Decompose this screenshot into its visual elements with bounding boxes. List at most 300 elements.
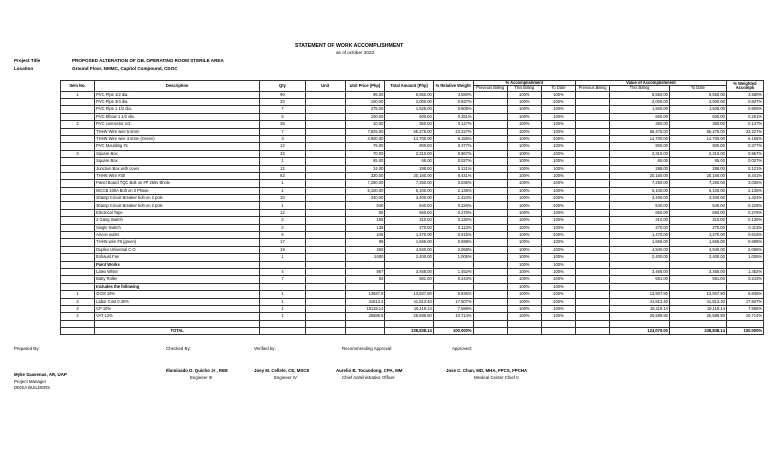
prev-billing-cell bbox=[473, 298, 507, 305]
prev-billing-cell bbox=[473, 291, 507, 298]
item-no-cell: 2 bbox=[61, 121, 95, 128]
unit-price-cell: 2400 bbox=[345, 254, 385, 261]
unit-price-cell: 340.00 bbox=[345, 195, 385, 202]
accomplishment-table bbox=[60, 80, 764, 335]
to-date-cell: 100% bbox=[541, 298, 575, 305]
unit-cell bbox=[305, 261, 345, 268]
relative-weight-cell: 0.806% bbox=[433, 106, 473, 113]
weighted-cell: 1.452% bbox=[726, 268, 763, 275]
to-date-cell: 100% bbox=[541, 172, 575, 179]
relative-weight-cell: 0.377% bbox=[433, 143, 473, 150]
unit-price-cell: 10.00 bbox=[345, 121, 385, 128]
qty-cell: 1 bbox=[260, 298, 306, 305]
relative-weight-cell: 0.837% bbox=[433, 98, 473, 105]
item-no-cell bbox=[61, 224, 95, 231]
qty-cell: 7 bbox=[260, 106, 306, 113]
unit-price-cell: 100.00 bbox=[345, 98, 385, 105]
table-row bbox=[61, 128, 764, 135]
this-billing-cell: 100% bbox=[507, 232, 541, 239]
description-cell: Panel Board TQC Bolt on #P 250v Bhole bbox=[95, 180, 260, 187]
prev-billing-cell bbox=[473, 305, 507, 312]
to-date-cell: 100% bbox=[541, 276, 575, 283]
unit-price-cell: 4,900.00 bbox=[345, 135, 385, 142]
prev-billing-cell bbox=[473, 246, 507, 253]
total-amount-cell: 18,119.14 bbox=[385, 305, 433, 312]
item-no-cell bbox=[61, 254, 95, 261]
value-this-cell: 540.00 bbox=[610, 202, 670, 209]
unit-price-cell: 13937.8 bbox=[345, 291, 385, 298]
value-todate-cell: 2,000.00 bbox=[669, 98, 726, 105]
relative-weight-cell: 8.441% bbox=[433, 172, 473, 179]
value-todate-cell: 1,925.00 bbox=[669, 106, 726, 113]
value-todate-cell: 900.00 bbox=[669, 143, 726, 150]
total-amount-cell: 55,475.00 bbox=[385, 128, 433, 135]
unit-cell bbox=[305, 313, 345, 320]
total-row bbox=[61, 328, 764, 335]
description-cell: PVC Pipe 1 1/2 dia. bbox=[95, 106, 260, 113]
this-billing-cell: 100% bbox=[507, 276, 541, 283]
to-date-cell: 100% bbox=[541, 283, 575, 290]
checked-name: Illuminado D. Quicho Jr , REE bbox=[166, 368, 228, 373]
checked-role: Engineer III bbox=[190, 375, 213, 380]
unit-price-cell: 7,250.00 bbox=[345, 180, 385, 187]
qty-cell: 90 bbox=[260, 91, 306, 98]
unit-cell bbox=[305, 283, 345, 290]
relative-weight-cell: 7.586% bbox=[433, 305, 473, 312]
value-prev-cell bbox=[576, 291, 610, 298]
prev-billing-cell bbox=[473, 268, 507, 275]
value-this-cell bbox=[610, 320, 670, 327]
item-no-cell bbox=[61, 239, 95, 246]
unit-cell bbox=[305, 239, 345, 246]
this-billing-cell: 100% bbox=[507, 209, 541, 216]
description-cell: Square Box bbox=[95, 150, 260, 157]
total-amount-cell: 5,100.00 bbox=[385, 187, 433, 194]
to-date-cell: 100% bbox=[541, 246, 575, 253]
description-cell: OCM 10% bbox=[95, 291, 260, 298]
prev-billing-cell bbox=[473, 209, 507, 216]
to-date-cell: 100% bbox=[541, 261, 575, 268]
value-todate-cell: 288.00 bbox=[669, 165, 726, 172]
prev-billing-cell bbox=[473, 313, 507, 320]
item-no-cell bbox=[61, 232, 95, 239]
total-amount-cell bbox=[385, 320, 433, 327]
to-date-cell: 100% bbox=[541, 150, 575, 157]
this-billing-cell: 100% bbox=[507, 268, 541, 275]
item-no-cell bbox=[61, 172, 95, 179]
table-row bbox=[61, 106, 764, 113]
total-weighted: 100.000% bbox=[726, 328, 763, 335]
weighted-cell: 8.441% bbox=[726, 172, 763, 179]
value-prev-cell bbox=[576, 106, 610, 113]
item-no-cell bbox=[61, 209, 95, 216]
value-todate-cell: 41,813.40 bbox=[669, 298, 726, 305]
description-cell: MCCB 100A Bolt on 3 Phase bbox=[95, 187, 260, 194]
total-value-this: 123,070.00 bbox=[610, 328, 670, 335]
recommending-label: Recommending Approval: bbox=[342, 346, 393, 351]
qty-cell: 1 bbox=[260, 305, 306, 312]
value-this-cell: 1,666.00 bbox=[610, 239, 670, 246]
total-label: TOTAL bbox=[95, 328, 260, 335]
value-todate-cell: 18,119.14 bbox=[669, 305, 726, 312]
total-amount-cell: 8,550.00 bbox=[385, 91, 433, 98]
description-cell: Labor Cost 0.30% bbox=[95, 298, 260, 305]
this-billing-cell: 100% bbox=[507, 158, 541, 165]
prepared-name: Myke Saavenas, AR, UAP bbox=[14, 372, 67, 377]
weighted-cell: 0.226% bbox=[726, 202, 763, 209]
weighted-cell: 0.967% bbox=[726, 150, 763, 157]
value-prev-cell bbox=[576, 261, 610, 268]
to-date-cell: 100% bbox=[541, 202, 575, 209]
value-todate-cell: 14,700.00 bbox=[669, 135, 726, 142]
header-value-prev-billing: Previous Billing bbox=[576, 86, 610, 91]
relative-weight-cell: 23.227% bbox=[433, 128, 473, 135]
qty-cell: 1 bbox=[260, 313, 306, 320]
value-todate-cell: 310.00 bbox=[669, 217, 726, 224]
value-prev-cell bbox=[576, 180, 610, 187]
value-prev-cell bbox=[576, 254, 610, 261]
value-todate-cell: 1,470.00 bbox=[669, 232, 726, 239]
total-value-todate: 238,838.14 bbox=[669, 328, 726, 335]
unit-cell bbox=[305, 165, 345, 172]
value-this-cell: 900.00 bbox=[610, 143, 670, 150]
unit-cell bbox=[305, 98, 345, 105]
unit-price-cell: 83 bbox=[345, 276, 385, 283]
prev-billing-cell bbox=[473, 121, 507, 128]
value-this-cell bbox=[610, 261, 670, 268]
value-this-cell: 7,250.00 bbox=[610, 180, 670, 187]
header-total-amount: Total Amount (Php) bbox=[385, 81, 433, 92]
weighted-cell: 2.135% bbox=[726, 187, 763, 194]
total-amount-cell: 3,400.00 bbox=[385, 195, 433, 202]
table-row bbox=[61, 313, 764, 320]
relative-weight-cell: 6.155% bbox=[433, 135, 473, 142]
value-this-cell: 4,940.00 bbox=[610, 246, 670, 253]
value-prev-cell bbox=[576, 224, 610, 231]
total-amount-cell: 13,937.80 bbox=[385, 291, 433, 298]
to-date-cell: 100% bbox=[541, 239, 575, 246]
qty-cell: 17 bbox=[260, 239, 306, 246]
value-todate-cell bbox=[669, 261, 726, 268]
item-no-cell bbox=[61, 180, 95, 187]
value-prev-cell bbox=[576, 313, 610, 320]
total-amount-cell: 65.00 bbox=[385, 158, 433, 165]
weighted-cell: 6.155% bbox=[726, 135, 763, 142]
value-prev-cell bbox=[576, 113, 610, 120]
item-no-cell bbox=[61, 113, 95, 120]
total-amount-cell: 25,589.80 bbox=[385, 313, 433, 320]
relative-weight-cell: 1.424% bbox=[433, 195, 473, 202]
weighted-cell: 0.806% bbox=[726, 106, 763, 113]
qty-cell: 63 bbox=[260, 172, 306, 179]
table-row bbox=[61, 291, 764, 298]
prev-billing-cell bbox=[473, 128, 507, 135]
value-todate-cell: 660.00 bbox=[669, 209, 726, 216]
description-cell: PVC Moulding #1 bbox=[95, 143, 260, 150]
total-amount-cell: 350.00 bbox=[385, 121, 433, 128]
weighted-cell: 0.837% bbox=[726, 98, 763, 105]
weighted-cell: 3.580% bbox=[726, 91, 763, 98]
unit-price-cell: 7,925.00 bbox=[345, 128, 385, 135]
to-date-cell: 100% bbox=[541, 113, 575, 120]
total-amount-cell: 310.00 bbox=[385, 217, 433, 224]
table-row bbox=[61, 98, 764, 105]
value-prev-cell bbox=[576, 187, 610, 194]
weighted-cell: 0.615% bbox=[726, 232, 763, 239]
unit-price-cell: 75.00 bbox=[345, 143, 385, 150]
prev-billing-cell bbox=[473, 224, 507, 231]
unit-price-cell: 275.00 bbox=[345, 106, 385, 113]
recommending-name: Aurelio B. Tocandong, CPA, MM bbox=[336, 368, 403, 373]
value-prev-cell bbox=[576, 172, 610, 179]
value-this-cell: 2,400.00 bbox=[610, 254, 670, 261]
header-prev-billing: Previous Billing bbox=[473, 86, 507, 91]
header-relative-weight: % Relative Weight bbox=[433, 81, 473, 92]
unit-price-cell: 100.00 bbox=[345, 113, 385, 120]
total-amount-cell: 270.00 bbox=[385, 224, 433, 231]
prev-billing-cell bbox=[473, 276, 507, 283]
relative-weight-cell: 0.615% bbox=[433, 232, 473, 239]
unit-price-cell: 70.00 bbox=[345, 150, 385, 157]
table-row bbox=[61, 298, 764, 305]
prev-billing-cell bbox=[473, 217, 507, 224]
unit-cell bbox=[305, 209, 345, 216]
value-prev-cell bbox=[576, 209, 610, 216]
relative-weight-cell: 0.121% bbox=[433, 165, 473, 172]
total-amount-cell: 4,940.00 bbox=[385, 246, 433, 253]
table-row bbox=[61, 195, 764, 202]
header-unit: Unit bbox=[305, 81, 345, 92]
qty-cell: 7 bbox=[260, 276, 306, 283]
total-amount-cell: 581.00 bbox=[385, 276, 433, 283]
unit-cell bbox=[305, 172, 345, 179]
this-billing-cell: 100% bbox=[507, 298, 541, 305]
unit-price-cell: 540 bbox=[345, 202, 385, 209]
this-billing-cell: 100% bbox=[507, 143, 541, 150]
weighted-cell bbox=[726, 261, 763, 268]
verified-role: Engineer IV bbox=[274, 375, 297, 380]
unit-cell bbox=[305, 91, 345, 98]
unit-cell bbox=[305, 113, 345, 120]
prepared-by-label: Prepared By: bbox=[14, 346, 40, 351]
header-weighted: % Weighted Accompli bbox=[726, 81, 763, 92]
this-billing-cell: 100% bbox=[507, 224, 541, 231]
to-date-cell: 100% bbox=[541, 209, 575, 216]
value-todate-cell: 350.00 bbox=[669, 121, 726, 128]
this-billing-cell: 100% bbox=[507, 106, 541, 113]
qty-cell bbox=[260, 261, 306, 268]
this-billing-cell: 100% bbox=[507, 180, 541, 187]
prev-billing-cell bbox=[473, 172, 507, 179]
qty-cell: 12 bbox=[260, 143, 306, 150]
qty-cell: 12 bbox=[260, 209, 306, 216]
relative-weight-cell: 0.130% bbox=[433, 217, 473, 224]
relative-weight-cell: 2.068% bbox=[433, 246, 473, 253]
verified-by-label: Verified by: bbox=[254, 346, 276, 351]
relative-weight-cell: 3.036% bbox=[433, 180, 473, 187]
unit-price-cell: 24.00 bbox=[345, 165, 385, 172]
value-prev-cell bbox=[576, 283, 610, 290]
unit-price-cell: 95.00 bbox=[345, 91, 385, 98]
value-prev-cell bbox=[576, 232, 610, 239]
location-value: Ground Floor, NMMC, Capitol Compound, CDOC bbox=[72, 66, 178, 71]
description-cell: Paint Works bbox=[95, 261, 260, 268]
weighted-cell: 7.586% bbox=[726, 305, 763, 312]
item-no-cell bbox=[61, 246, 95, 253]
prev-billing-cell bbox=[473, 239, 507, 246]
as-of-date: as of october 2023 bbox=[336, 50, 375, 55]
this-billing-cell: 100% bbox=[507, 217, 541, 224]
item-no-cell bbox=[61, 98, 95, 105]
this-billing-cell: 100% bbox=[507, 135, 541, 142]
table-row bbox=[61, 217, 764, 224]
unit-price-cell: 245 bbox=[345, 232, 385, 239]
relative-weight-cell: 0.251% bbox=[433, 113, 473, 120]
relative-weight-cell: 2.135% bbox=[433, 187, 473, 194]
unit-cell bbox=[305, 180, 345, 187]
unit-price-cell: 25589.8 bbox=[345, 313, 385, 320]
unit-cell bbox=[305, 320, 345, 327]
total-amount-cell bbox=[385, 283, 433, 290]
weighted-cell: 1.005% bbox=[726, 254, 763, 261]
value-this-cell: 2,000.00 bbox=[610, 98, 670, 105]
weighted-cell bbox=[726, 283, 763, 290]
unit-price-cell: 155 bbox=[345, 217, 385, 224]
value-this-cell: 1,470.00 bbox=[610, 232, 670, 239]
prev-billing-cell bbox=[473, 254, 507, 261]
total-amount-cell: 20,160.00 bbox=[385, 172, 433, 179]
description-cell: Single Switch bbox=[95, 224, 260, 231]
description-cell: VAT 12% bbox=[95, 313, 260, 320]
total-amount-cell: 14,700.00 bbox=[385, 135, 433, 142]
total-amount-cell: 41,813.40 bbox=[385, 298, 433, 305]
value-todate-cell: 5,100.00 bbox=[669, 187, 726, 194]
to-date-cell: 100% bbox=[541, 106, 575, 113]
table-row bbox=[61, 254, 764, 261]
prev-billing-cell bbox=[473, 106, 507, 113]
recommending-role: Chief Administrative Officer bbox=[342, 375, 395, 380]
to-date-cell: 100% bbox=[541, 158, 575, 165]
description-cell: PVC Elbow 1 1/2 dia. bbox=[95, 113, 260, 120]
value-this-cell: 25,589.80 bbox=[610, 313, 670, 320]
table-row bbox=[61, 172, 764, 179]
value-todate-cell: 581.00 bbox=[669, 276, 726, 283]
item-no-cell bbox=[61, 187, 95, 194]
unit-cell bbox=[305, 276, 345, 283]
item-no-cell bbox=[61, 276, 95, 283]
description-cell: THHN wire #8 (green) bbox=[95, 239, 260, 246]
description-cell: THHN Wire #30 bbox=[95, 172, 260, 179]
item-no-cell: 3 bbox=[61, 150, 95, 157]
weighted-cell: 17.507% bbox=[726, 298, 763, 305]
value-todate-cell: 25,589.80 bbox=[669, 313, 726, 320]
to-date-cell: 100% bbox=[541, 128, 575, 135]
unit-cell bbox=[305, 150, 345, 157]
this-billing-cell bbox=[507, 320, 541, 327]
total-amount-cell: 600.00 bbox=[385, 113, 433, 120]
header-value-accomplishment: Value of Accomplishment bbox=[576, 81, 727, 86]
description-cell: Electrical Tape bbox=[95, 209, 260, 216]
unit-cell bbox=[305, 143, 345, 150]
to-date-cell: 100% bbox=[541, 232, 575, 239]
value-this-cell: 3,400.00 bbox=[610, 195, 670, 202]
qty-cell: 1 bbox=[260, 202, 306, 209]
prev-billing-cell bbox=[473, 158, 507, 165]
value-this-cell: 13,937.80 bbox=[610, 291, 670, 298]
value-prev-cell bbox=[576, 121, 610, 128]
table-row bbox=[61, 232, 764, 239]
unit-cell bbox=[305, 106, 345, 113]
value-todate-cell: 540.00 bbox=[669, 202, 726, 209]
relative-weight-cell bbox=[433, 261, 473, 268]
unit-price-cell bbox=[345, 261, 385, 268]
table-row bbox=[61, 180, 764, 187]
this-billing-cell: 100% bbox=[507, 283, 541, 290]
unit-cell bbox=[305, 232, 345, 239]
table-row bbox=[61, 320, 764, 327]
weighted-cell: 0.243% bbox=[726, 276, 763, 283]
unit-cell bbox=[305, 254, 345, 261]
header-value-to-date: To Date bbox=[669, 86, 726, 91]
prev-billing-cell bbox=[473, 261, 507, 268]
to-date-cell: 100% bbox=[541, 98, 575, 105]
description-cell: THHN Wire wire 5.5mm bbox=[95, 128, 260, 135]
prepared-role: Project Manager bbox=[14, 379, 47, 384]
qty-cell: 10 bbox=[260, 195, 306, 202]
to-date-cell: 100% bbox=[541, 121, 575, 128]
value-prev-cell bbox=[576, 217, 610, 224]
weighted-cell: 3.036% bbox=[726, 180, 763, 187]
value-prev-cell bbox=[576, 305, 610, 312]
table-row bbox=[61, 305, 764, 312]
value-todate-cell: 3,468.00 bbox=[669, 268, 726, 275]
value-todate-cell: 1,666.00 bbox=[669, 239, 726, 246]
description-cell bbox=[95, 320, 260, 327]
table-row bbox=[61, 261, 764, 268]
total-pct: 100.000% bbox=[433, 328, 473, 335]
table-row bbox=[61, 165, 764, 172]
table-row bbox=[61, 187, 764, 194]
value-prev-cell bbox=[576, 158, 610, 165]
unit-price-cell: 5,100.00 bbox=[345, 187, 385, 194]
qty-cell: 35 bbox=[260, 121, 306, 128]
weighted-cell: 1.424% bbox=[726, 195, 763, 202]
weighted-cell: 5.836% bbox=[726, 291, 763, 298]
to-date-cell: 100% bbox=[541, 313, 575, 320]
total-amount-cell: 7,250.00 bbox=[385, 180, 433, 187]
unit-cell bbox=[305, 187, 345, 194]
weighted-cell: 0.121% bbox=[726, 165, 763, 172]
location-label: Location bbox=[14, 66, 34, 71]
relative-weight-cell: 1.452% bbox=[433, 268, 473, 275]
value-todate-cell: 8,550.00 bbox=[669, 91, 726, 98]
to-date-cell: 100% bbox=[541, 291, 575, 298]
value-todate-cell bbox=[669, 320, 726, 327]
description-cell: 20amp Circuit Breaker bolt-on 2 pole bbox=[95, 195, 260, 202]
relative-weight-cell: 0.276% bbox=[433, 209, 473, 216]
value-prev-cell bbox=[576, 143, 610, 150]
item-no-cell bbox=[61, 158, 95, 165]
value-todate-cell: 55,475.00 bbox=[669, 128, 726, 135]
value-prev-cell bbox=[576, 202, 610, 209]
value-this-cell: 3,468.00 bbox=[610, 268, 670, 275]
relative-weight-cell: 1.005% bbox=[433, 254, 473, 261]
table-row bbox=[61, 224, 764, 231]
table-row bbox=[61, 150, 764, 157]
unit-cell bbox=[305, 158, 345, 165]
description-cell: 2 Gang Switch bbox=[95, 217, 260, 224]
relative-weight-cell: 0.243% bbox=[433, 276, 473, 283]
